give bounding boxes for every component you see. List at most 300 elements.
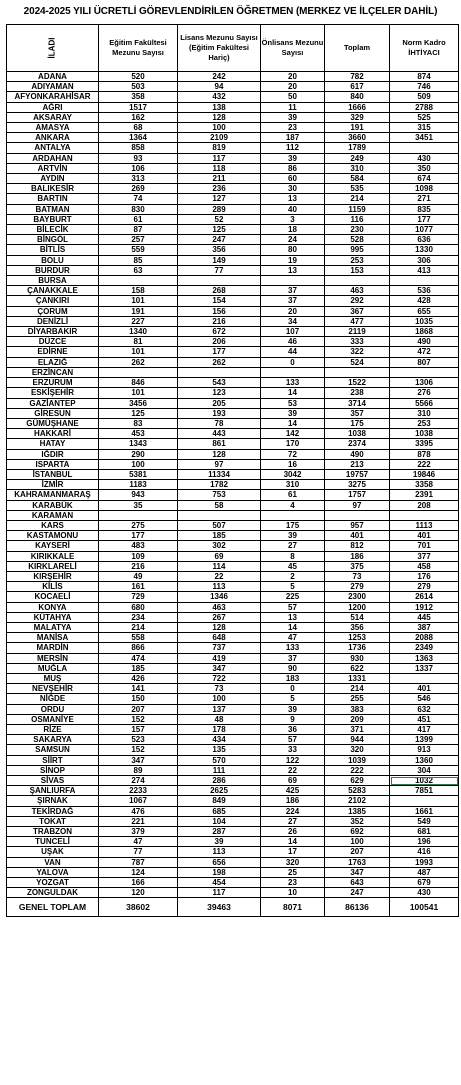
cell-city[interactable]: KASTAMONU: [7, 531, 99, 541]
cell-toplam[interactable]: 383: [325, 704, 390, 714]
cell-city[interactable]: ANKARA: [7, 133, 99, 143]
cell-toplam[interactable]: 292: [325, 296, 390, 306]
cell-egitim[interactable]: 106: [99, 163, 178, 173]
cell-toplam[interactable]: 333: [325, 337, 390, 347]
cell-norm[interactable]: 636: [390, 235, 459, 245]
cell-city[interactable]: ISPARTA: [7, 459, 99, 469]
cell-lisans[interactable]: 236: [178, 184, 261, 194]
cell-toplam[interactable]: 375: [325, 561, 390, 571]
cell-city[interactable]: BİTLİS: [7, 245, 99, 255]
cell-egitim[interactable]: 274: [99, 776, 178, 786]
cell-toplam[interactable]: 209: [325, 714, 390, 724]
cell-egitim[interactable]: 3456: [99, 398, 178, 408]
cell-onlisans[interactable]: 46: [261, 337, 325, 347]
cell-toplam[interactable]: 1385: [325, 806, 390, 816]
cell-toplam[interactable]: 356: [325, 622, 390, 632]
cell-city[interactable]: DÜZCE: [7, 337, 99, 347]
cell-norm[interactable]: 487: [390, 867, 459, 877]
cell-norm[interactable]: 1337: [390, 663, 459, 673]
cell-egitim[interactable]: 93: [99, 153, 178, 163]
cell-toplam[interactable]: 535: [325, 184, 390, 194]
cell-lisans[interactable]: 137: [178, 704, 261, 714]
cell-egitim[interactable]: 216: [99, 561, 178, 571]
cell-norm[interactable]: 874: [390, 72, 459, 82]
cell-city[interactable]: İZMİR: [7, 480, 99, 490]
cell-onlisans[interactable]: [261, 276, 325, 286]
cell-norm[interactable]: 679: [390, 878, 459, 888]
cell-toplam[interactable]: 247: [325, 888, 390, 898]
cell-lisans[interactable]: 443: [178, 429, 261, 439]
cell-norm[interactable]: 509: [390, 92, 459, 102]
cell-onlisans[interactable]: 16: [261, 459, 325, 469]
cell-egitim[interactable]: 87: [99, 225, 178, 235]
cell-lisans[interactable]: 1346: [178, 592, 261, 602]
cell-onlisans[interactable]: 25: [261, 867, 325, 877]
cell-norm[interactable]: 428: [390, 296, 459, 306]
cell-norm[interactable]: 1098: [390, 184, 459, 194]
cell-lisans[interactable]: 97: [178, 459, 261, 469]
cell-lisans[interactable]: 268: [178, 286, 261, 296]
cell-lisans[interactable]: [178, 367, 261, 377]
cell-lisans[interactable]: 753: [178, 490, 261, 500]
cell-norm[interactable]: 701: [390, 541, 459, 551]
cell-toplam[interactable]: 329: [325, 112, 390, 122]
cell-toplam[interactable]: [325, 510, 390, 520]
cell-egitim[interactable]: 158: [99, 286, 178, 296]
cell-onlisans[interactable]: 39: [261, 531, 325, 541]
cell-lisans[interactable]: 111: [178, 765, 261, 775]
cell-norm[interactable]: 1306: [390, 378, 459, 388]
cell-lisans[interactable]: 356: [178, 245, 261, 255]
cell-city[interactable]: MUĞLA: [7, 663, 99, 673]
cell-toplam[interactable]: 1038: [325, 429, 390, 439]
cell-onlisans[interactable]: 18: [261, 225, 325, 235]
cell-egitim[interactable]: 68: [99, 123, 178, 133]
cell-onlisans[interactable]: 11: [261, 102, 325, 112]
cell-toplam[interactable]: 2374: [325, 439, 390, 449]
cell-city[interactable]: ANTALYA: [7, 143, 99, 153]
cell-norm[interactable]: 913: [390, 745, 459, 755]
cell-onlisans[interactable]: 80: [261, 245, 325, 255]
cell-norm[interactable]: [390, 796, 459, 806]
cell-egitim[interactable]: 358: [99, 92, 178, 102]
cell-egitim[interactable]: 125: [99, 408, 178, 418]
cell-onlisans[interactable]: 53: [261, 398, 325, 408]
cell-egitim[interactable]: 520: [99, 72, 178, 82]
cell-lisans[interactable]: 454: [178, 878, 261, 888]
cell-onlisans[interactable]: [261, 510, 325, 520]
cell-lisans[interactable]: 289: [178, 204, 261, 214]
cell-lisans[interactable]: 113: [178, 847, 261, 857]
cell-onlisans[interactable]: 37: [261, 653, 325, 663]
cell-toplam[interactable]: 214: [325, 194, 390, 204]
cell-norm[interactable]: [390, 367, 459, 377]
cell-norm[interactable]: 177: [390, 214, 459, 224]
cell-city[interactable]: KARS: [7, 520, 99, 530]
cell-lisans[interactable]: 2625: [178, 786, 261, 796]
cell-egitim[interactable]: 866: [99, 643, 178, 653]
cell-onlisans[interactable]: 112: [261, 143, 325, 153]
cell-egitim[interactable]: 177: [99, 531, 178, 541]
cell-onlisans[interactable]: 9: [261, 714, 325, 724]
cell-onlisans[interactable]: 34: [261, 316, 325, 326]
cell-lisans[interactable]: [178, 276, 261, 286]
cell-onlisans[interactable]: 39: [261, 408, 325, 418]
cell-onlisans[interactable]: 14: [261, 418, 325, 428]
cell-toplam[interactable]: 97: [325, 500, 390, 510]
cell-city[interactable]: SAMSUN: [7, 745, 99, 755]
cell-city[interactable]: BURSA: [7, 276, 99, 286]
cell-lisans[interactable]: 185: [178, 531, 261, 541]
cell-egitim[interactable]: 83: [99, 418, 178, 428]
cell-city[interactable]: ŞIRNAK: [7, 796, 99, 806]
cell-egitim[interactable]: 152: [99, 745, 178, 755]
cell-norm[interactable]: 253: [390, 418, 459, 428]
cell-norm[interactable]: 401: [390, 531, 459, 541]
cell-norm[interactable]: 413: [390, 265, 459, 275]
cell-toplam[interactable]: 1763: [325, 857, 390, 867]
cell-norm[interactable]: 19846: [390, 469, 459, 479]
cell-lisans[interactable]: 113: [178, 582, 261, 592]
cell-toplam[interactable]: 944: [325, 735, 390, 745]
cell-toplam[interactable]: 528: [325, 235, 390, 245]
cell-city[interactable]: NİĞDE: [7, 694, 99, 704]
cell-lisans[interactable]: 78: [178, 418, 261, 428]
cell-lisans[interactable]: 39: [178, 837, 261, 847]
cell-norm[interactable]: 1077: [390, 225, 459, 235]
cell-egitim[interactable]: 85: [99, 255, 178, 265]
cell-onlisans[interactable]: 22: [261, 765, 325, 775]
cell-onlisans[interactable]: 175: [261, 520, 325, 530]
cell-onlisans[interactable]: 69: [261, 776, 325, 786]
cell-lisans[interactable]: 543: [178, 378, 261, 388]
cell-toplam[interactable]: 1522: [325, 378, 390, 388]
cell-onlisans[interactable]: 20: [261, 72, 325, 82]
cell-egitim[interactable]: 943: [99, 490, 178, 500]
cell-egitim[interactable]: 275: [99, 520, 178, 530]
cell-norm[interactable]: 387: [390, 622, 459, 632]
cell-lisans[interactable]: 463: [178, 602, 261, 612]
cell-egitim[interactable]: 858: [99, 143, 178, 153]
cell-norm[interactable]: 549: [390, 816, 459, 826]
cell-norm[interactable]: 176: [390, 571, 459, 581]
cell-onlisans[interactable]: 5: [261, 694, 325, 704]
cell-egitim[interactable]: 1340: [99, 327, 178, 337]
cell-toplam[interactable]: 19757: [325, 469, 390, 479]
cell-egitim[interactable]: 1183: [99, 480, 178, 490]
cell-onlisans[interactable]: 47: [261, 633, 325, 643]
cell-toplam[interactable]: 1039: [325, 755, 390, 765]
cell-norm[interactable]: 430: [390, 153, 459, 163]
cell-city[interactable]: MALATYA: [7, 622, 99, 632]
cell-egitim[interactable]: 101: [99, 347, 178, 357]
cell-onlisans[interactable]: 33: [261, 745, 325, 755]
cell-egitim[interactable]: [99, 367, 178, 377]
cell-toplam[interactable]: 3660: [325, 133, 390, 143]
cell-lisans[interactable]: 177: [178, 347, 261, 357]
cell-toplam[interactable]: 320: [325, 745, 390, 755]
cell-toplam[interactable]: 213: [325, 459, 390, 469]
cell-toplam[interactable]: 840: [325, 92, 390, 102]
cell-city[interactable]: ERZİNCAN: [7, 367, 99, 377]
cell-lisans[interactable]: 193: [178, 408, 261, 418]
cell-norm[interactable]: 536: [390, 286, 459, 296]
cell-norm[interactable]: 835: [390, 204, 459, 214]
cell-city[interactable]: DENİZLİ: [7, 316, 99, 326]
cell-onlisans[interactable]: 26: [261, 827, 325, 837]
cell-egitim[interactable]: 503: [99, 82, 178, 92]
cell-lisans[interactable]: 434: [178, 735, 261, 745]
cell-onlisans[interactable]: 0: [261, 684, 325, 694]
cell-city[interactable]: SİVAS: [7, 776, 99, 786]
cell-lisans[interactable]: 22: [178, 571, 261, 581]
cell-toplam[interactable]: 1159: [325, 204, 390, 214]
cell-city[interactable]: SAKARYA: [7, 735, 99, 745]
cell-toplam[interactable]: 401: [325, 531, 390, 541]
cell-onlisans[interactable]: 86: [261, 163, 325, 173]
cell-egitim[interactable]: 109: [99, 551, 178, 561]
cell-norm[interactable]: 451: [390, 714, 459, 724]
cell-toplam[interactable]: 3275: [325, 480, 390, 490]
cell-norm[interactable]: 1330: [390, 245, 459, 255]
cell-onlisans[interactable]: 37: [261, 286, 325, 296]
cell-norm[interactable]: 1399: [390, 735, 459, 745]
cell-norm[interactable]: 681: [390, 827, 459, 837]
cell-city[interactable]: BİNGÖL: [7, 235, 99, 245]
cell-onlisans[interactable]: 57: [261, 602, 325, 612]
cell-city[interactable]: TEKİRDAĞ: [7, 806, 99, 816]
cell-onlisans[interactable]: 90: [261, 663, 325, 673]
cell-toplam[interactable]: 100: [325, 837, 390, 847]
cell-toplam[interactable]: 249: [325, 153, 390, 163]
cell-toplam[interactable]: 812: [325, 541, 390, 551]
cell-toplam[interactable]: 73: [325, 571, 390, 581]
cell-egitim[interactable]: 74: [99, 194, 178, 204]
cell-norm[interactable]: 416: [390, 847, 459, 857]
cell-city[interactable]: MERSİN: [7, 653, 99, 663]
cell-lisans[interactable]: 570: [178, 755, 261, 765]
cell-egitim[interactable]: 234: [99, 612, 178, 622]
cell-lisans[interactable]: 1782: [178, 480, 261, 490]
cell-lisans[interactable]: 135: [178, 745, 261, 755]
cell-lisans[interactable]: 302: [178, 541, 261, 551]
cell-onlisans[interactable]: 183: [261, 673, 325, 683]
cell-toplam[interactable]: 782: [325, 72, 390, 82]
cell-egitim[interactable]: 49: [99, 571, 178, 581]
cell-lisans[interactable]: 128: [178, 449, 261, 459]
cell-egitim[interactable]: 2233: [99, 786, 178, 796]
cell-lisans[interactable]: 52: [178, 214, 261, 224]
cell-onlisans[interactable]: 19: [261, 255, 325, 265]
cell-lisans[interactable]: 849: [178, 796, 261, 806]
cell-city[interactable]: AFYONKARAHİSAR: [7, 92, 99, 102]
cell-onlisans[interactable]: 13: [261, 265, 325, 275]
cell-egitim[interactable]: 100: [99, 459, 178, 469]
cell-onlisans[interactable]: 14: [261, 837, 325, 847]
cell-onlisans[interactable]: 4: [261, 500, 325, 510]
cell-onlisans[interactable]: 2: [261, 571, 325, 581]
cell-toplam[interactable]: 514: [325, 612, 390, 622]
cell-toplam[interactable]: 347: [325, 867, 390, 877]
cell-onlisans[interactable]: [261, 367, 325, 377]
cell-onlisans[interactable]: 57: [261, 735, 325, 745]
cell-city[interactable]: KARAMAN: [7, 510, 99, 520]
cell-city[interactable]: ORDU: [7, 704, 99, 714]
cell-norm[interactable]: 271: [390, 194, 459, 204]
cell-lisans[interactable]: 432: [178, 92, 261, 102]
cell-toplam[interactable]: 371: [325, 725, 390, 735]
cell-egitim[interactable]: 221: [99, 816, 178, 826]
cell-norm[interactable]: 746: [390, 82, 459, 92]
cell-norm[interactable]: 1363: [390, 653, 459, 663]
cell-city[interactable]: ERZURUM: [7, 378, 99, 388]
cell-egitim[interactable]: 124: [99, 867, 178, 877]
cell-city[interactable]: TOKAT: [7, 816, 99, 826]
cell-onlisans[interactable]: 10: [261, 888, 325, 898]
cell-norm[interactable]: 525: [390, 112, 459, 122]
cell-city[interactable]: KİLİS: [7, 582, 99, 592]
cell-norm[interactable]: 807: [390, 357, 459, 367]
cell-lisans[interactable]: 128: [178, 622, 261, 632]
cell-onlisans[interactable]: 3: [261, 214, 325, 224]
cell-onlisans[interactable]: 39: [261, 112, 325, 122]
cell-lisans[interactable]: 127: [178, 194, 261, 204]
cell-onlisans[interactable]: 310: [261, 480, 325, 490]
cell-norm[interactable]: 306: [390, 255, 459, 265]
cell-city[interactable]: ÇORUM: [7, 306, 99, 316]
cell-onlisans[interactable]: 13: [261, 194, 325, 204]
cell-onlisans[interactable]: 142: [261, 429, 325, 439]
cell-lisans[interactable]: 58: [178, 500, 261, 510]
cell-egitim[interactable]: 141: [99, 684, 178, 694]
cell-onlisans[interactable]: 61: [261, 490, 325, 500]
cell-lisans[interactable]: 123: [178, 388, 261, 398]
cell-egitim[interactable]: 1517: [99, 102, 178, 112]
cell-city[interactable]: ARDAHAN: [7, 153, 99, 163]
cell-norm[interactable]: 1038: [390, 429, 459, 439]
cell-norm[interactable]: 5566: [390, 398, 459, 408]
cell-onlisans[interactable]: 20: [261, 82, 325, 92]
cell-onlisans[interactable]: 17: [261, 847, 325, 857]
cell-city[interactable]: KOCAELİ: [7, 592, 99, 602]
cell-lisans[interactable]: 104: [178, 816, 261, 826]
cell-city[interactable]: ELAZIĞ: [7, 357, 99, 367]
cell-lisans[interactable]: 48: [178, 714, 261, 724]
cell-city[interactable]: MARDİN: [7, 643, 99, 653]
cell-city[interactable]: BURDUR: [7, 265, 99, 275]
cell-city[interactable]: GİRESUN: [7, 408, 99, 418]
cell-lisans[interactable]: 205: [178, 398, 261, 408]
cell-city[interactable]: ŞANLIURFA: [7, 786, 99, 796]
cell-norm[interactable]: 196: [390, 837, 459, 847]
cell-toplam[interactable]: 116: [325, 214, 390, 224]
cell-city[interactable]: ZONGULDAK: [7, 888, 99, 898]
cell-city[interactable]: HATAY: [7, 439, 99, 449]
cell-city[interactable]: AKSARAY: [7, 112, 99, 122]
cell-lisans[interactable]: 286: [178, 776, 261, 786]
cell-toplam[interactable]: 1331: [325, 673, 390, 683]
cell-egitim[interactable]: [99, 510, 178, 520]
cell-egitim[interactable]: 166: [99, 878, 178, 888]
cell-city[interactable]: DİYARBAKIR: [7, 327, 99, 337]
cell-toplam[interactable]: 214: [325, 684, 390, 694]
cell-lisans[interactable]: 242: [178, 72, 261, 82]
cell-norm[interactable]: 878: [390, 449, 459, 459]
cell-norm[interactable]: 1032: [390, 776, 459, 786]
cell-toplam[interactable]: 463: [325, 286, 390, 296]
cell-onlisans[interactable]: 72: [261, 449, 325, 459]
cell-lisans[interactable]: 77: [178, 265, 261, 275]
cell-egitim[interactable]: 150: [99, 694, 178, 704]
cell-onlisans[interactable]: 23: [261, 123, 325, 133]
cell-toplam[interactable]: 1789: [325, 143, 390, 153]
cell-city[interactable]: EDİRNE: [7, 347, 99, 357]
cell-egitim[interactable]: 426: [99, 673, 178, 683]
cell-norm[interactable]: 310: [390, 408, 459, 418]
cell-toplam[interactable]: 253: [325, 255, 390, 265]
cell-norm[interactable]: 632: [390, 704, 459, 714]
cell-onlisans[interactable]: 186: [261, 796, 325, 806]
cell-norm[interactable]: [390, 673, 459, 683]
cell-city[interactable]: BATMAN: [7, 204, 99, 214]
cell-lisans[interactable]: 211: [178, 174, 261, 184]
cell-onlisans[interactable]: 44: [261, 347, 325, 357]
cell-egitim[interactable]: 313: [99, 174, 178, 184]
cell-egitim[interactable]: 453: [99, 429, 178, 439]
cell-toplam[interactable]: 279: [325, 582, 390, 592]
cell-egitim[interactable]: 830: [99, 204, 178, 214]
cell-toplam[interactable]: 352: [325, 816, 390, 826]
cell-lisans[interactable]: 69: [178, 551, 261, 561]
cell-norm[interactable]: 445: [390, 612, 459, 622]
cell-norm[interactable]: 315: [390, 123, 459, 133]
cell-onlisans[interactable]: 14: [261, 622, 325, 632]
cell-city[interactable]: HAKKARİ: [7, 429, 99, 439]
cell-lisans[interactable]: 347: [178, 663, 261, 673]
cell-lisans[interactable]: 156: [178, 306, 261, 316]
cell-toplam[interactable]: 5283: [325, 786, 390, 796]
cell-city[interactable]: KONYA: [7, 602, 99, 612]
cell-toplam[interactable]: 207: [325, 847, 390, 857]
cell-lisans[interactable]: 722: [178, 673, 261, 683]
cell-norm[interactable]: 472: [390, 347, 459, 357]
cell-lisans[interactable]: 267: [178, 612, 261, 622]
cell-toplam[interactable]: 322: [325, 347, 390, 357]
cell-norm[interactable]: 3395: [390, 439, 459, 449]
cell-norm[interactable]: 1912: [390, 602, 459, 612]
cell-lisans[interactable]: 247: [178, 235, 261, 245]
cell-toplam[interactable]: 643: [325, 878, 390, 888]
cell-city[interactable]: GAZİANTEP: [7, 398, 99, 408]
cell-toplam[interactable]: 477: [325, 316, 390, 326]
cell-lisans[interactable]: 94: [178, 82, 261, 92]
cell-onlisans[interactable]: 40: [261, 204, 325, 214]
cell-egitim[interactable]: 474: [99, 653, 178, 663]
cell-lisans[interactable]: 125: [178, 225, 261, 235]
cell-onlisans[interactable]: 37: [261, 296, 325, 306]
cell-toplam[interactable]: 584: [325, 174, 390, 184]
cell-toplam[interactable]: 1666: [325, 102, 390, 112]
cell-lisans[interactable]: 73: [178, 684, 261, 694]
cell-norm[interactable]: 304: [390, 765, 459, 775]
cell-onlisans[interactable]: 14: [261, 388, 325, 398]
cell-norm[interactable]: 1993: [390, 857, 459, 867]
cell-city[interactable]: RİZE: [7, 725, 99, 735]
cell-lisans[interactable]: [178, 510, 261, 520]
cell-toplam[interactable]: 310: [325, 163, 390, 173]
cell-city[interactable]: YALOVA: [7, 867, 99, 877]
cell-city[interactable]: VAN: [7, 857, 99, 867]
